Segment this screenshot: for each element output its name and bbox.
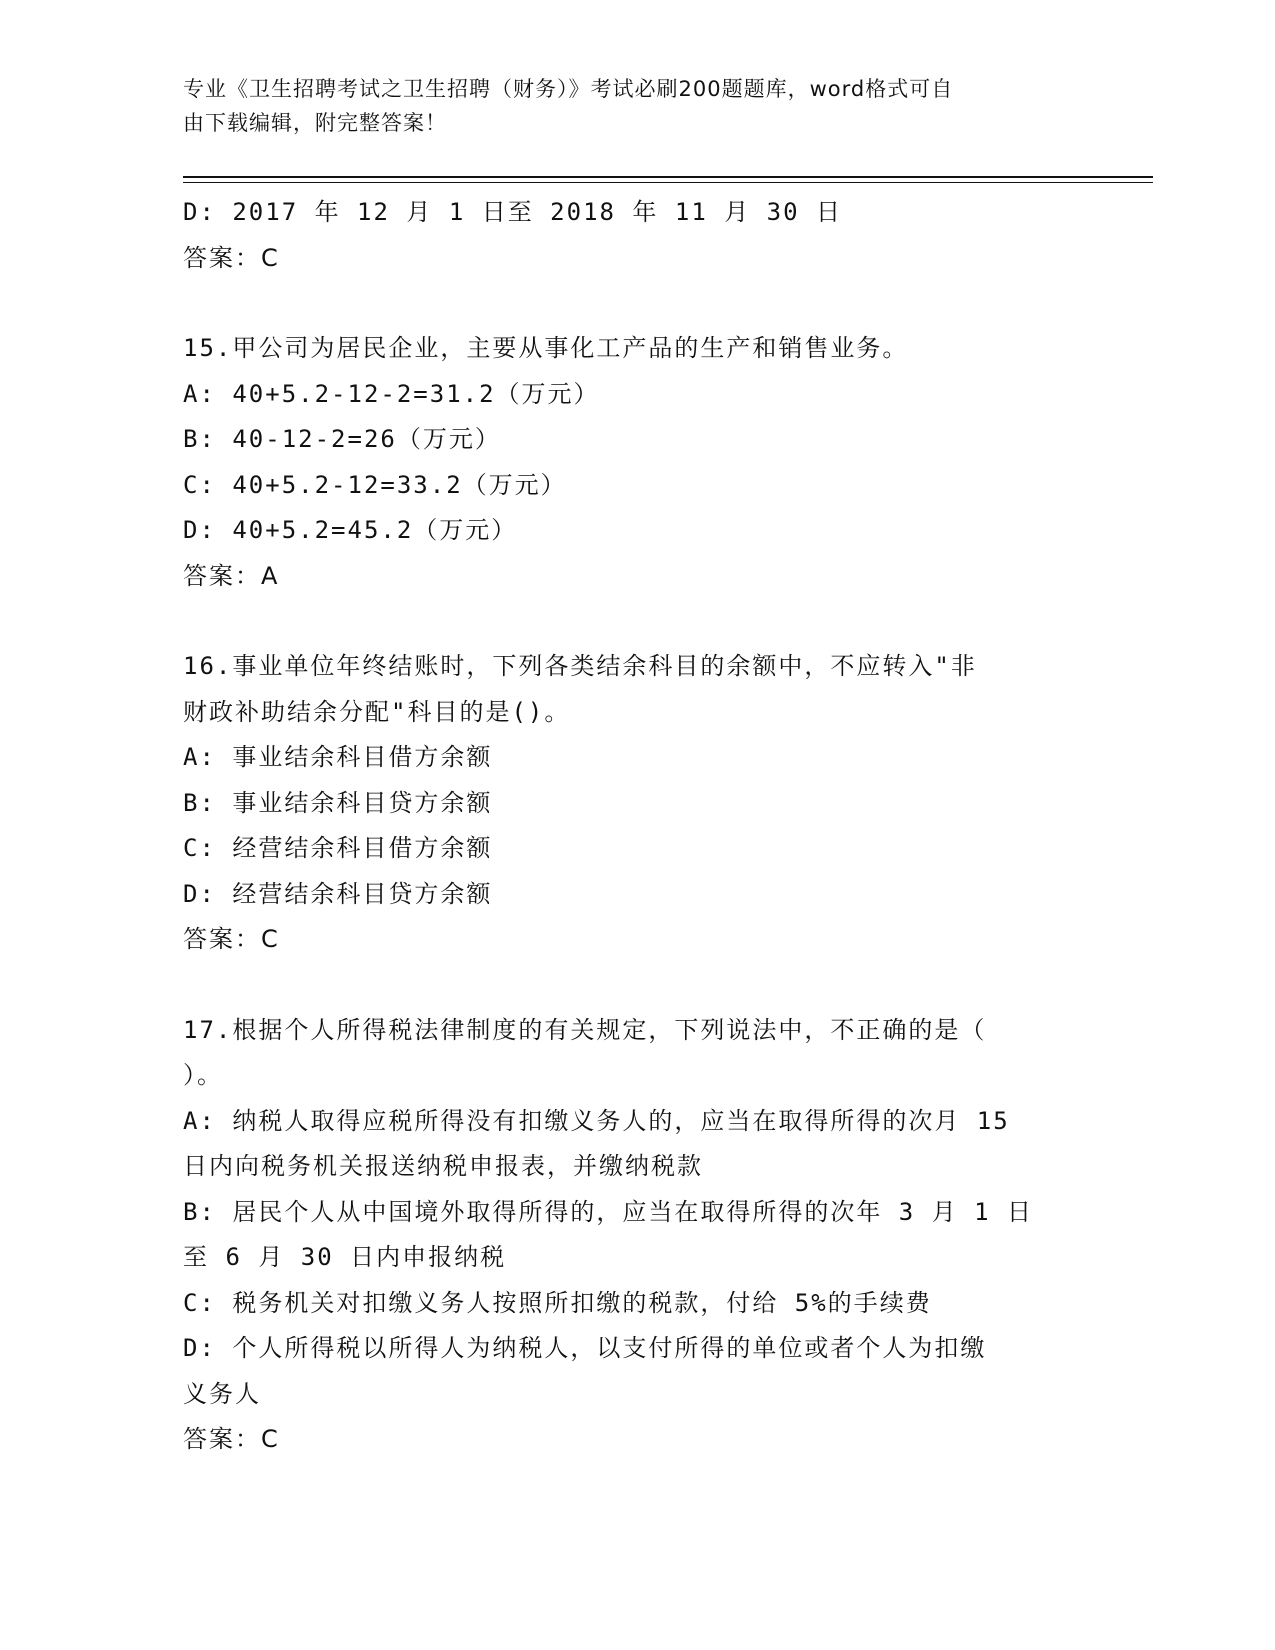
question-stem: 17.根据个人所得税法律制度的有关规定，下列说法中，不正确的是（ bbox=[183, 1015, 987, 1044]
question-17 bbox=[183, 1008, 1083, 1463]
option-a-cont: 日内向税务机关报送纳税申报表，并缴纳税款 bbox=[183, 1152, 703, 1180]
option-d: D: 40+5.2=45.2（万元） bbox=[183, 516, 518, 544]
option-d: D: 个人所得税以所得人为纳税人，以支付所得的单位或者个人为扣缴 bbox=[183, 1334, 987, 1362]
question-16 bbox=[183, 644, 1083, 963]
document-body bbox=[183, 190, 1083, 1463]
question-stem-cont: 财政补助结余分配"科目的是()。 bbox=[183, 697, 571, 726]
option-c: C: 税务机关对扣缴义务人按照所扣缴的税款，付给 5%的手续费 bbox=[183, 1288, 932, 1317]
header-line-2: 由下载编辑，附完整答案！ bbox=[183, 111, 447, 135]
option-b: B: 事业结余科目贷方余额 bbox=[183, 788, 493, 817]
option-a: A: 事业结余科目借方余额 bbox=[183, 743, 493, 771]
answer-line: 答案：C bbox=[183, 243, 280, 272]
header-rule-thin bbox=[183, 182, 1153, 183]
option-d: D: 2017 年 12 月 1 日至 2018 年 11 月 30 日 bbox=[183, 198, 843, 226]
header-rule-thick bbox=[183, 176, 1153, 178]
question-15 bbox=[183, 326, 1083, 599]
question-stem: 15.甲公司为居民企业，主要从事化工产品的生产和销售业务。 bbox=[183, 334, 909, 362]
answer-line: 答案：C bbox=[183, 1425, 280, 1453]
question-14-tail bbox=[183, 190, 1083, 281]
option-c: C: 40+5.2-12=33.2（万元） bbox=[183, 470, 567, 499]
option-b-cont: 至 6 月 30 日内申报纳税 bbox=[183, 1243, 507, 1271]
option-d-cont: 义务人 bbox=[183, 1379, 261, 1408]
option-b: B: 居民个人从中国境外取得所得的，应当在取得所得的次年 3 月 1 日 bbox=[183, 1197, 1034, 1226]
option-a: A: 40+5.2-12-2=31.2（万元） bbox=[183, 379, 600, 408]
answer-line: 答案：A bbox=[183, 561, 280, 590]
option-d: D: 经营结余科目贷方余额 bbox=[183, 879, 493, 908]
header-line-1: 专业《卫生招聘考试之卫生招聘（财务）》考试必刷200题题库，word格式可自 bbox=[183, 77, 954, 101]
option-c: C: 经营结余科目借方余额 bbox=[183, 834, 493, 862]
document-header bbox=[183, 72, 1083, 140]
option-a: A: 纳税人取得应税所得没有扣缴义务人的，应当在取得所得的次月 15 bbox=[183, 1106, 1010, 1135]
answer-line: 答案：C bbox=[183, 925, 280, 953]
question-stem-cont: ）。 bbox=[183, 1061, 223, 1089]
option-b: B: 40-12-2=26（万元） bbox=[183, 425, 501, 453]
question-stem: 16.事业单位年终结账时，下列各类结余科目的余额中，不应转入"非 bbox=[183, 652, 977, 680]
